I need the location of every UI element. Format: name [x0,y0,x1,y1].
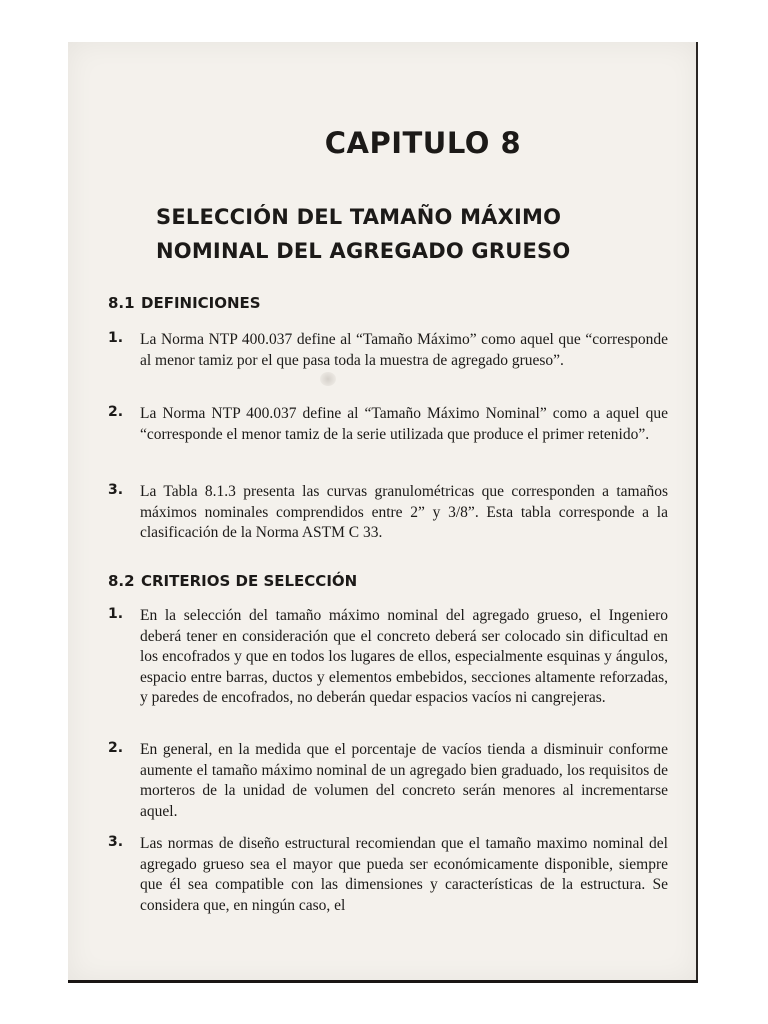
item-text: La Norma NTP 400.037 define al “Tamaño Máximo Nominal” como a aquel que “corresponde el menor tamiz de la serie utilizada que produce el primer retenido”. [140,405,668,443]
item-number: 3. [108,834,124,850]
page-bottom-edge [68,980,698,983]
section-number: 8.2 [108,572,135,590]
item-text: En general, en la medida que el porcentaje de vacíos tienda a disminuir conforme aumente el tamaño máximo nominal de un agregado bien graduado, los requisitos de morteros de la unidad de volumen del concreto serán menores al incrementarse aquel. [140,741,668,820]
item-number: 1. [108,606,124,622]
section-heading-definiciones [108,294,261,312]
section-number: 8.1 [108,294,135,312]
item-number: 2. [108,404,124,420]
section-title: CRITERIOS DE SELECCIÓN [141,572,358,590]
item-number: 2. [108,740,124,756]
item-number: 1. [108,330,124,346]
chapter-title-line-2: NOMINAL DEL AGREGADO GRUESO [156,239,571,263]
chapter-title-line-1: SELECCIÓN DEL TAMAÑO MÁXIMO [156,205,562,229]
paper-stain [320,372,336,386]
book-page [68,42,698,982]
section-heading-criterios [108,572,357,590]
list-item [108,606,668,709]
item-number: 3. [108,482,124,498]
item-text: Las normas de diseño estructural recomiendan que el tamaño maximo nominal del agregado grueso sea el mayor que pueda ser económicamente disponible, siempre que él sea compatible con las dimensiones y características de la estructura. Se considera que, en ningún caso, el [140,835,668,914]
chapter-heading: CAPITULO 8 [324,126,522,160]
item-text: La Tabla 8.1.3 presenta las curvas granulométricas que corresponden a tamaños máximos nominales comprendidos entre 2” y 3/8”. Esta tabla corresponde a la clasificación de la Norma ASTM C 33. [140,483,668,541]
chapter-title [156,200,656,268]
page-right-edge [696,42,698,982]
list-item [108,482,668,544]
list-item [108,330,668,371]
list-item [108,834,668,916]
list-item [108,740,668,822]
item-text: La Norma NTP 400.037 define al “Tamaño Máximo” como aquel que “corresponde al menor tamiz por el que pasa toda la muestra de agregado grueso”. [140,331,668,369]
section-title: DEFINICIONES [141,294,261,312]
item-text: En la selección del tamaño máximo nominal del agregado grueso, el Ingeniero deberá tener en consideración que el concreto deberá ser colocado sin dificultad en los encofrados y que en todos los lugares de ellos, especialmente esquinas y ángulos, espacio entre barras, ductos y elementos embebidos, secciones altamente reforzadas, y paredes de encofrados, no deberán quedar espacios vacíos ni cangrejeras. [140,607,668,706]
list-item [108,404,668,445]
